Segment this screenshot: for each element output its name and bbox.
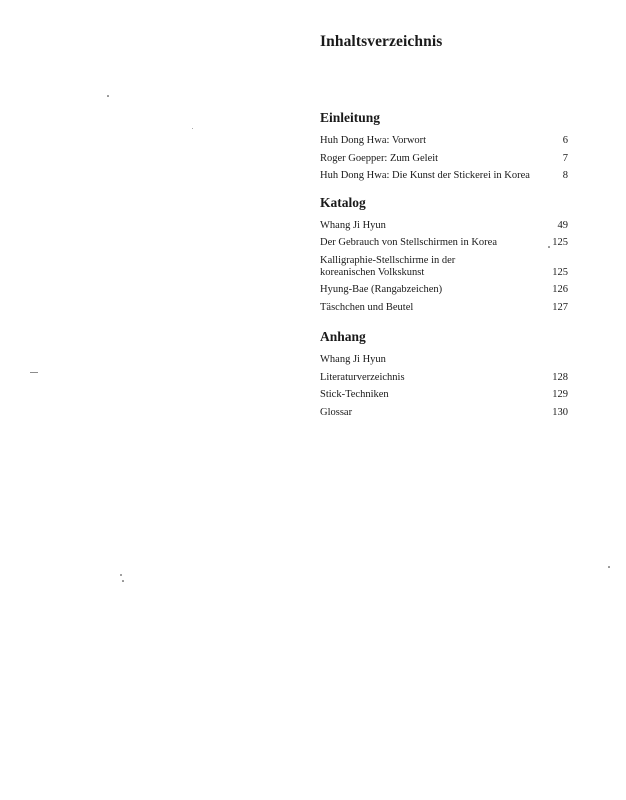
- toc-entry-title: Stick-Techniken: [320, 389, 389, 400]
- toc-entry-page: 49: [557, 219, 568, 231]
- scan-speck: [192, 128, 193, 129]
- toc-entry-page: 127: [552, 301, 568, 313]
- toc-entry-list: [320, 220, 568, 320]
- toc-entry-title: Hyung-Bae (Rangabzeichen): [320, 284, 443, 295]
- toc-entry-list: [320, 135, 568, 188]
- toc-entry-page: 7: [562, 152, 568, 164]
- toc-entry: [320, 302, 568, 320]
- scan-speck: [107, 95, 109, 97]
- toc-entry-title: Huh Dong Hwa: Die Kunst der Stickerei in Korea: [320, 170, 530, 181]
- toc-section-katalog: [320, 194, 568, 320]
- toc-entry-page: 129: [552, 389, 568, 400]
- section-heading: Einleitung: [320, 110, 381, 125]
- toc-entry-page: 130: [552, 406, 568, 418]
- toc-entry: [320, 170, 568, 188]
- toc-entry-title: Glossar: [320, 406, 353, 418]
- toc-section-einleitung: [320, 109, 568, 188]
- toc-entry-page: 8: [562, 170, 568, 181]
- toc-entry: [320, 284, 568, 302]
- toc-entry: [320, 153, 568, 171]
- scan-speck: [548, 246, 550, 248]
- toc-entry-title: [320, 255, 552, 279]
- toc-entry-page: 125: [552, 266, 568, 278]
- toc-entry-title: Huh Dong Hwa: Vorwort: [320, 135, 427, 146]
- section-heading: Katalog: [320, 194, 366, 210]
- toc-entry-title: Der Gebrauch von Stellschirmen in Korea: [320, 237, 497, 248]
- toc-entry-page: 125: [552, 237, 568, 248]
- toc-entry-title-line: koreanischen Volkskunst: [320, 266, 425, 278]
- toc-entry-title: Roger Goepper: Zum Geleit: [320, 152, 439, 164]
- scan-speck: [122, 580, 124, 582]
- toc-entry-title: Whang Ji Hyun: [320, 354, 386, 365]
- page-title: Inhaltsverzeichnis: [320, 33, 443, 50]
- toc-entry: [320, 135, 568, 153]
- toc-entry-title: Literaturverzeichnis: [320, 371, 405, 383]
- scan-speck: [120, 574, 122, 576]
- table-of-contents: [320, 109, 568, 424]
- toc-entry-page: 126: [552, 284, 568, 295]
- scan-speck: [30, 372, 38, 373]
- toc-entry: [320, 255, 568, 285]
- toc-entry-title-line: Kalligraphie-Stellschirme in der: [320, 254, 456, 266]
- toc-entry: [320, 407, 568, 425]
- toc-entry: [320, 237, 568, 255]
- scan-speck: [608, 566, 610, 568]
- toc-entry: [320, 354, 568, 372]
- toc-entry-page: 128: [552, 371, 568, 383]
- toc-entry-page: 6: [562, 135, 568, 146]
- toc-entry: [320, 389, 568, 407]
- toc-entry-title: Täschchen und Beutel: [320, 301, 414, 313]
- toc-entry: [320, 220, 568, 238]
- toc-section-anhang: [320, 328, 568, 424]
- toc-entry-list: [320, 354, 568, 424]
- toc-entry-title: Whang Ji Hyun: [320, 219, 386, 231]
- section-heading: Anhang: [320, 329, 366, 344]
- toc-entry: [320, 372, 568, 390]
